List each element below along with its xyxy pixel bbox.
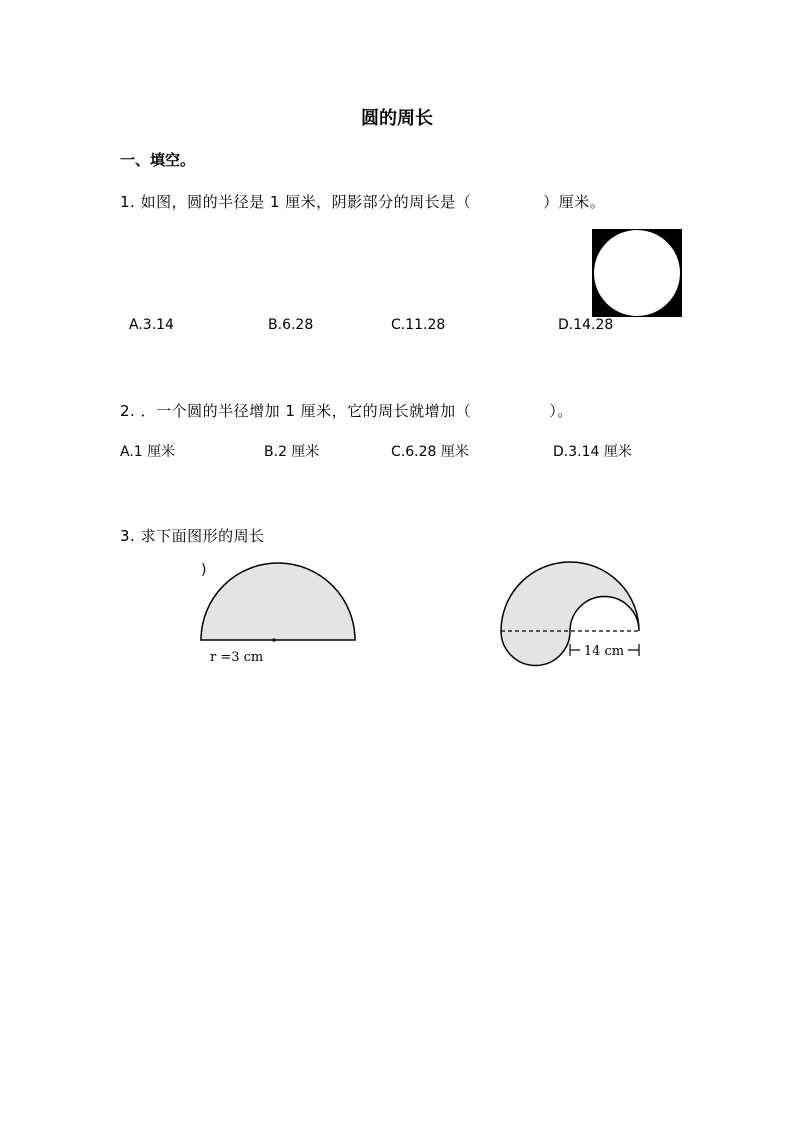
center-dot bbox=[272, 638, 275, 641]
dimension-label: 14 cm bbox=[583, 644, 625, 659]
question-2 bbox=[120, 400, 573, 421]
question-2-number: 2. bbox=[120, 402, 136, 420]
question-1-text-before: 如图，圆的半径是 1 厘米，阴影部分的周长是（ bbox=[140, 193, 472, 211]
question-2-option-b[interactable]: B.2 厘米 bbox=[264, 444, 320, 460]
figure-1-semicircle bbox=[196, 560, 362, 672]
question-1-option-d[interactable]: D.14.28 bbox=[558, 317, 614, 333]
question-3-number: 3. bbox=[120, 527, 136, 545]
question-2-option-d[interactable]: D.3.14 厘米 bbox=[553, 444, 632, 460]
question-2-option-a[interactable]: A.1 厘米 bbox=[120, 444, 176, 460]
question-1-figure bbox=[592, 229, 682, 317]
question-1 bbox=[120, 191, 605, 212]
question-1-text-after: ）厘米。 bbox=[543, 193, 606, 211]
question-1-option-b[interactable]: B.6.28 bbox=[268, 317, 314, 333]
inner-circle bbox=[594, 230, 680, 316]
question-2-text-after: ）。 bbox=[549, 402, 573, 420]
question-2-text-before: ．一个圆的半径增加 1 厘米，它的周长就增加（ bbox=[140, 402, 472, 420]
question-3-text: 求下面图形的周长 bbox=[140, 527, 265, 545]
section-heading-fill-blank: 一、填空。 bbox=[120, 151, 196, 169]
question-2-option-c[interactable]: C.6.28 厘米 bbox=[391, 444, 469, 460]
radius-label: r =3 cm bbox=[210, 650, 264, 665]
page-title: 圆的周长 bbox=[361, 108, 433, 129]
question-1-option-a[interactable]: A.3.14 bbox=[129, 317, 174, 333]
figure-2-composite-shape bbox=[496, 560, 656, 672]
question-3 bbox=[120, 525, 265, 546]
semicircle-shape bbox=[201, 563, 355, 640]
question-1-number: 1. bbox=[120, 193, 136, 211]
figure-1-stray-mark: ) bbox=[201, 562, 207, 578]
question-1-option-c[interactable]: C.11.28 bbox=[391, 317, 446, 333]
